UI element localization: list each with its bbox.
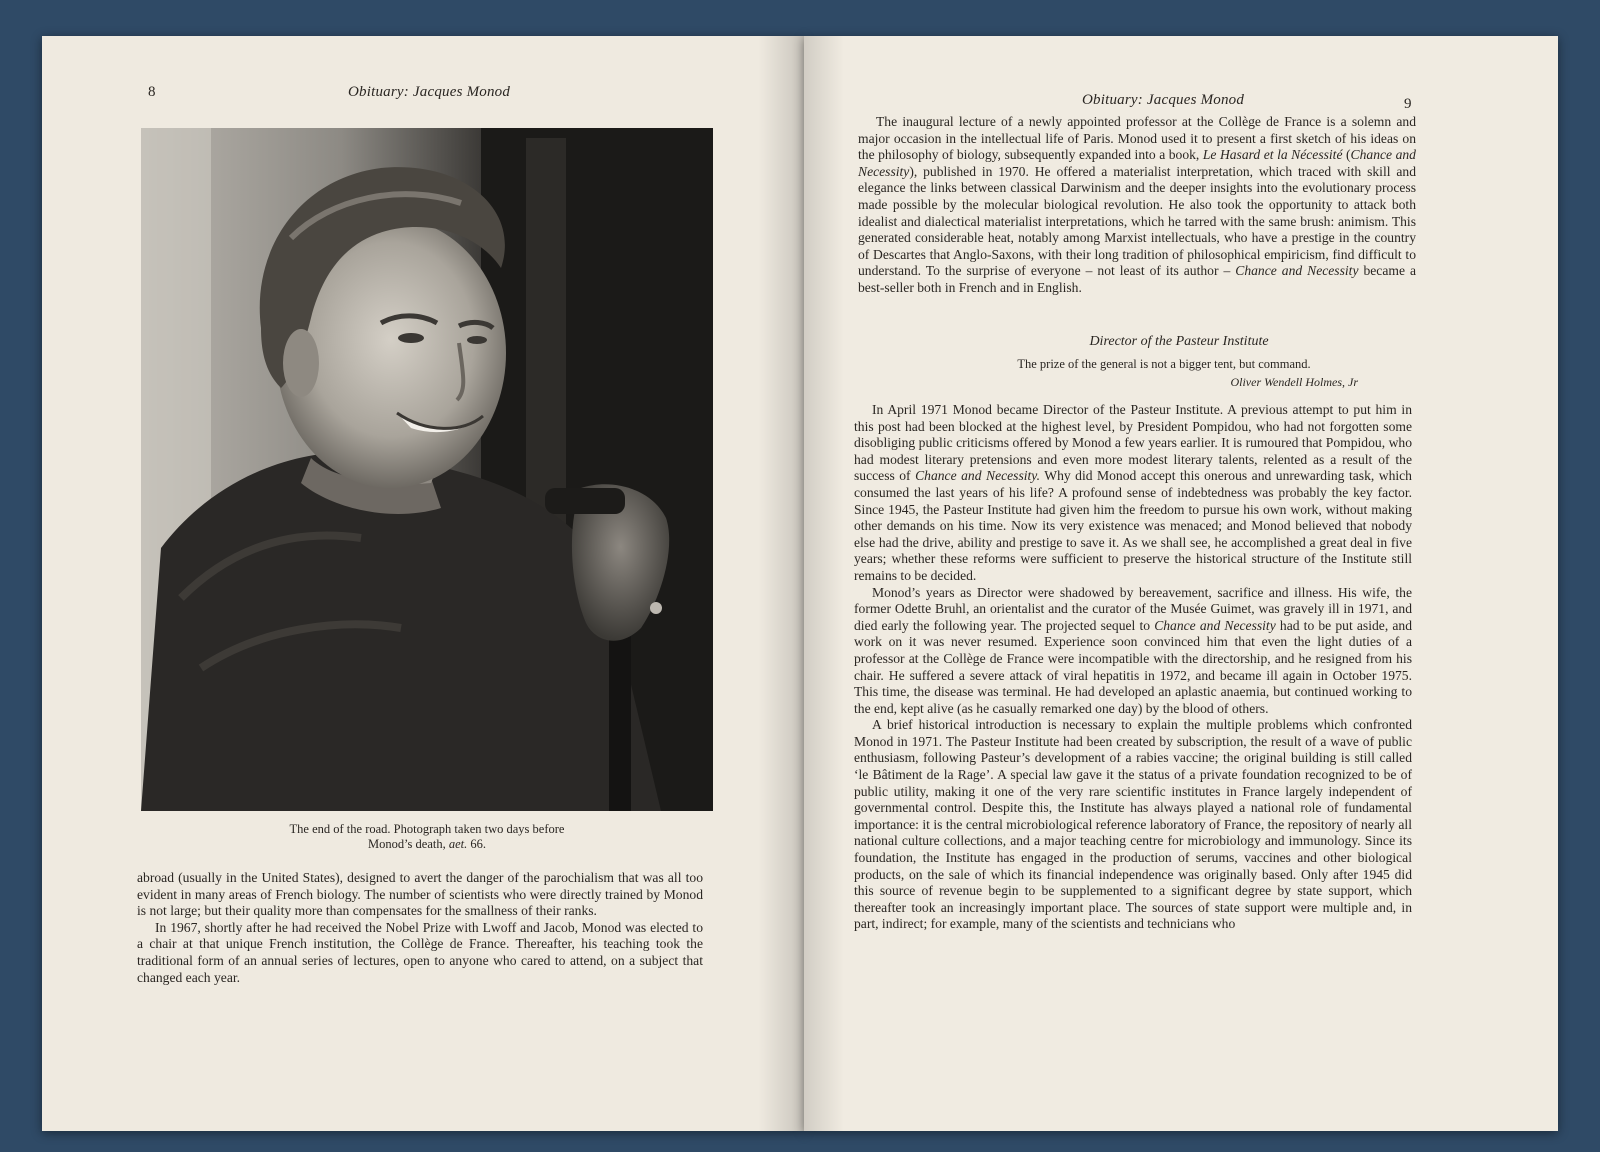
photo-caption bbox=[141, 822, 713, 852]
paragraph: A brief historical introduction is necessary to explain the multiple problems which confronted Monod in 1971. The Pasteur Institute had been created by subscription, the result of a wave of public enthusiasm, following Pasteur’s development of a rabies vaccine; the original building is still called ‘le Bâtiment de la Rage’. A special law gave it the status of a private foundation recognized to be of public utility, making it one of the very rare scientific institutes in France largely independent of governmental control. Despite this, the Institute has always played a national role of fundamental importance: it is the central microbiological reference laboratory of France, the repository of nearly all national culture collections, and a major teaching centre for microbiology and immunology. Since its foundation, the Institute has engaged in the production of serums, vaccines and other biological products, on the sale of which its financial independence was originally based. Only after 1945 did this source of revenue begin to be supplemented to a significant degree by state support, which thereafter took an increasingly important place. The sources of state support were multiple and, in part, indirect; for example, many of the scientists and technicians who bbox=[854, 717, 1412, 932]
right-body-main bbox=[854, 402, 1412, 933]
running-head: Obituary: Jacques Monod bbox=[348, 84, 511, 100]
portrait-photograph bbox=[141, 128, 713, 811]
caption-line-1: The end of the road. Photograph taken two days before bbox=[289, 822, 565, 836]
text: ( bbox=[1346, 147, 1351, 163]
paragraph bbox=[854, 585, 1412, 718]
page-number: 9 bbox=[1404, 96, 1412, 112]
running-head: Obituary: Jacques Monod bbox=[1082, 92, 1245, 108]
text: Why did Monod accept this onerous and unrewarding task, which consumed the last years of his life? A profound sense of indebtedness was probably the key factor. Since 1945, the Pasteur Institute had given him the freedom to pursue his own work, without making other demands on his time. Now its very existence was menaced; and Monod believed that nobody else had the drive, ability and prestige to save it. As we shall see, he accomplished a great deal in five years; whether these reforms were sufficient to preserve the historical structure of the Institute still remains to be decided. bbox=[854, 468, 1412, 583]
text: had to be put aside, and work on it was never resumed. Experience soon convinced him that even the light duties of a professor at the Collège de France were incompatible with the directorship, and he resigned from his chair. He suffered a severe attack of viral hepatitis in 1972, and became ill again in October 1975. This time, the disease was terminal. He had developed an aplastic anaemia, but continued working to the end, kept alive (as he casually remarked one day) by the blood of others. bbox=[854, 617, 1412, 716]
text: became a best-seller both in French and in English. bbox=[858, 263, 1416, 295]
paragraph bbox=[858, 114, 1416, 297]
section-heading: Director of the Pasteur Institute bbox=[1089, 334, 1269, 349]
gutter-shadow bbox=[758, 36, 804, 1131]
text: The inaugural lecture of a newly appointed professor at the Collège de France is a solemn and major occasion in the intellectual life of Paris. Monod used it to present a first sketch of his ideas on the philosophy of biology, subsequently expanded into a book, bbox=[858, 114, 1416, 163]
gutter-shadow bbox=[804, 36, 844, 1131]
text: Monod’s years as Director were shadowed by bereavement, sacrifice and illness. His wife, the former Odette Bruhl, an orientalist and the curator of the Musée Guimet, was gravely ill in 1971, and died early the following year. The projected sequel to bbox=[854, 584, 1412, 633]
caption-italic: aet. bbox=[448, 837, 468, 851]
right-body-top bbox=[858, 114, 1416, 297]
caption-text: Monod’s death, bbox=[367, 837, 446, 851]
portrait-photograph-icon bbox=[141, 128, 713, 811]
text: ), published in 1970. He offered a materialist interpretation, which traced with skill and elegance the links between classical Darwinism and the deeper insights into the evolutionary process made possible by the molecular biological revolution. He also took the opportunity to attack both idealist and dialectical materialist interpretations, which he tarred with the same brush: animism. This generated considerable heat, notably among Marxist intellectuals, who have a prestige in the country of Descartes that Anglo-Saxons, with their long tradition of philosophical empiricism, find difficult to understand. To the surprise of everyone – not least of its author – bbox=[858, 163, 1416, 279]
paragraph bbox=[854, 402, 1412, 585]
paragraph: abroad (usually in the United States), designed to avert the danger of the parochialism that was all too evident in many areas of French biology. The number of scientists who were directly trained by Monod is not large; but their quality more than compensates for the smallness of their ranks. bbox=[137, 870, 703, 919]
book-title: Chance and Necessity bbox=[858, 147, 1416, 179]
book-title: Chance and Necessity. bbox=[915, 468, 1040, 484]
text: In April 1971 Monod became Director of the Pasteur Institute. A previous attempt to put him in this post had been blocked at the highest level, by President Pompidou, who had not forgotten some disobliging public criticisms offered by Monod a few years earlier. It is rumoured that Pompidou, who had modest literary pretensions and even more modest literary talents, relented as a result of the success of bbox=[854, 402, 1412, 484]
book-title: Chance and Necessity bbox=[1154, 617, 1276, 633]
paragraph: In 1967, shortly after he had received the Nobel Prize with Lwoff and Jacob, Monod was elected to a chair at that unique French institution, the Collège de France. Thereafter, his teaching took the traditional form of an annual series of lectures, open to anyone who cared to attend, on a subject that changed each year. bbox=[137, 919, 703, 985]
caption-age: 66. bbox=[470, 837, 487, 851]
epigraph-attribution: Oliver Wendell Holmes, Jr bbox=[1230, 375, 1358, 389]
caption-line-2 bbox=[141, 837, 713, 852]
right-page bbox=[804, 36, 1558, 1131]
left-body-text bbox=[137, 870, 703, 986]
book-title: Chance and Necessity bbox=[1235, 263, 1359, 279]
left-page bbox=[42, 36, 804, 1131]
book-title: Le Hasard et la Nécessité bbox=[1202, 147, 1343, 163]
page-number: 8 bbox=[148, 84, 156, 100]
epigraph: The prize of the general is not a bigger tent, but command. bbox=[1017, 357, 1311, 371]
